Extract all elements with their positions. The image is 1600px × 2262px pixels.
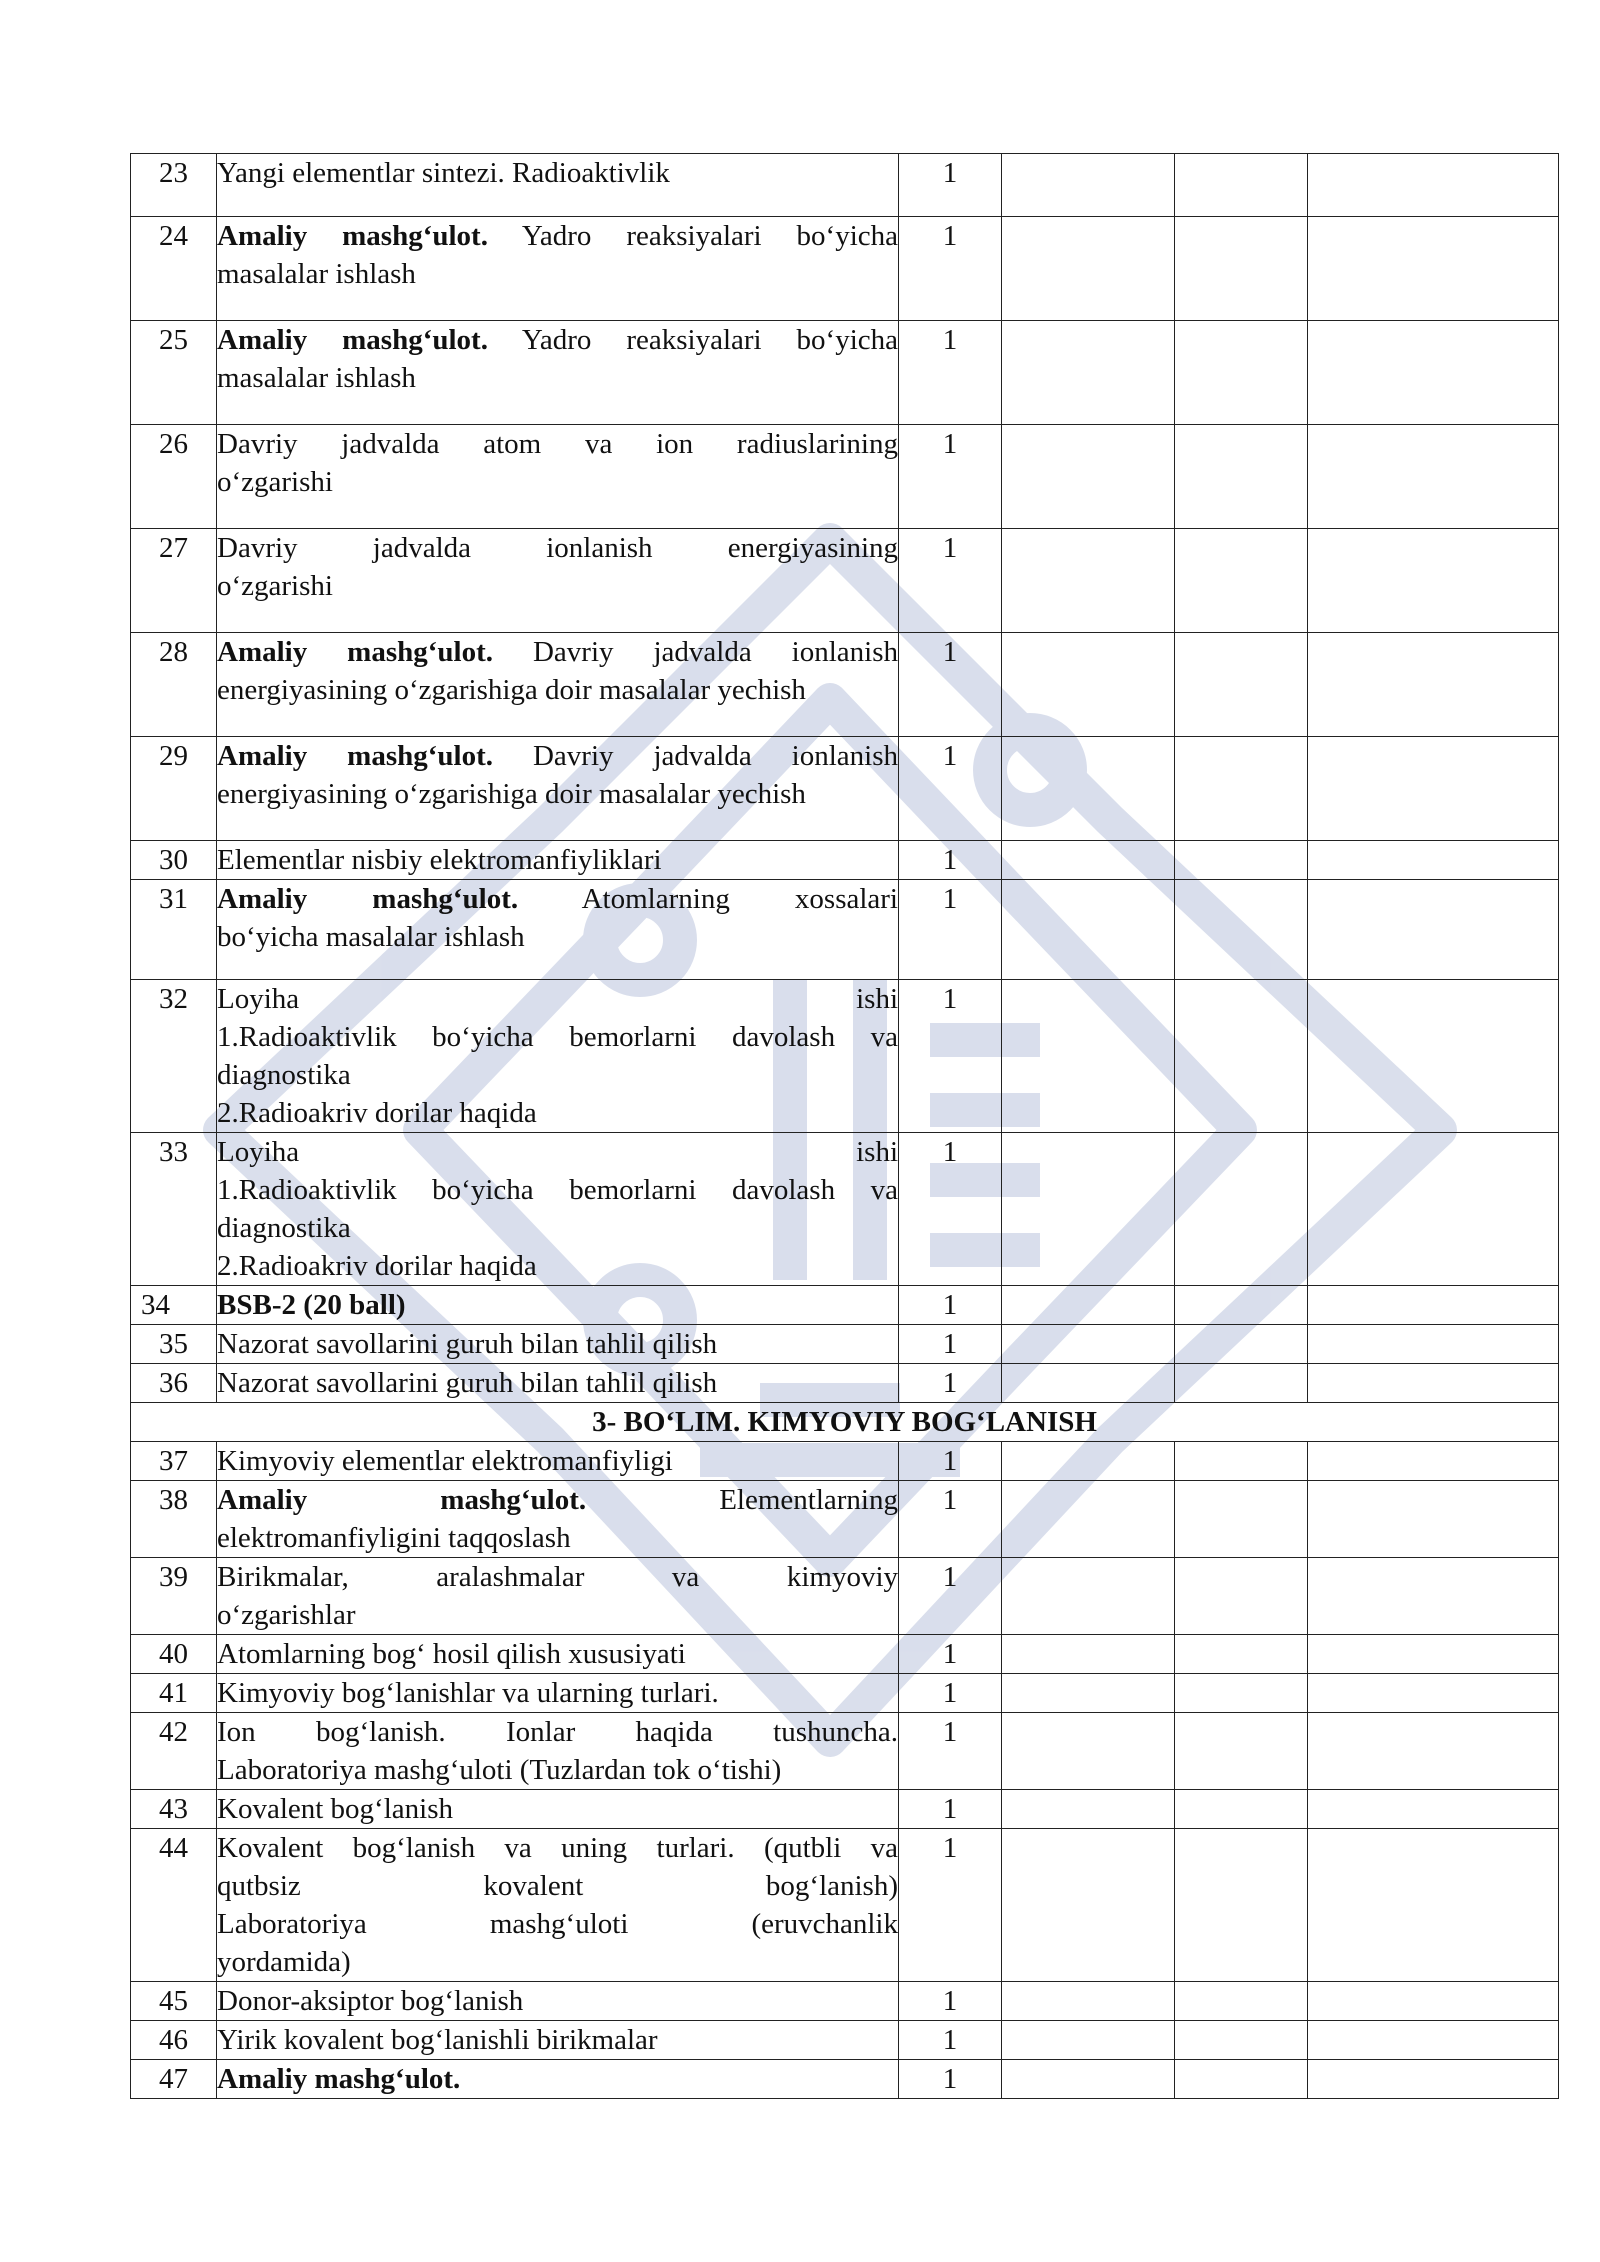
topic-line: Nazorat savollarini guruh bilan tahlil qilish	[217, 1328, 718, 1360]
empty-cell	[1002, 1133, 1175, 1286]
topic-line: Loyiha ishi	[217, 983, 898, 1015]
hours-cell: 1	[899, 1286, 1002, 1325]
hours-cell: 1	[899, 1364, 1002, 1403]
empty-cell	[1308, 2021, 1559, 2060]
topic-bold-label: BSB-2 (20 ball)	[217, 1289, 406, 1321]
topic-line: masalalar ishlash	[217, 362, 416, 394]
hours-cell: 1	[899, 154, 1002, 217]
empty-cell	[1002, 1674, 1175, 1713]
empty-cell	[1175, 737, 1308, 841]
hours-cell: 1	[899, 321, 1002, 425]
row-number: 27	[131, 529, 217, 633]
topic-line: Ion bog‘lanish. Ionlar haqida tushuncha.	[217, 1716, 898, 1748]
topic-cell	[217, 529, 899, 633]
topic-cell	[217, 217, 899, 321]
hours-cell: 1	[899, 1982, 1002, 2021]
empty-cell	[1175, 1325, 1308, 1364]
table-body	[131, 154, 1559, 2099]
empty-cell	[1002, 1635, 1175, 1674]
hours-cell: 1	[899, 737, 1002, 841]
empty-cell	[1002, 1558, 1175, 1635]
topic-line	[217, 880, 898, 918]
row-number: 46	[131, 2021, 217, 2060]
topic-line	[217, 1481, 898, 1519]
row-number: 44	[131, 1829, 217, 1982]
topic-cell	[217, 425, 899, 529]
empty-cell	[1308, 1982, 1559, 2021]
hours-cell: 1	[899, 1442, 1002, 1481]
empty-cell	[1175, 321, 1308, 425]
table-row	[131, 737, 1559, 841]
topic-line	[217, 217, 898, 255]
empty-cell	[1002, 1364, 1175, 1403]
empty-cell	[1002, 321, 1175, 425]
topic-line: Yirik kovalent bog‘lanishli birikmalar	[217, 2024, 658, 2056]
empty-cell	[1175, 217, 1308, 321]
topic-line: masalalar ishlash	[217, 258, 416, 290]
row-number: 38	[131, 1481, 217, 1558]
empty-cell	[1002, 2021, 1175, 2060]
topic-line: diagnostika	[217, 1059, 351, 1091]
topic-line: Davriy jadvalda atom va ion radiuslarining	[217, 428, 898, 460]
empty-cell	[1002, 1325, 1175, 1364]
empty-cell	[1308, 980, 1559, 1133]
table-row	[131, 1829, 1559, 1982]
table-row	[131, 1133, 1559, 1286]
section-header-row	[131, 1403, 1559, 1442]
topic-cell	[217, 880, 899, 980]
topic-cell	[217, 321, 899, 425]
row-number: 29	[131, 737, 217, 841]
empty-cell	[1002, 633, 1175, 737]
empty-cell	[1175, 633, 1308, 737]
row-number: 24	[131, 217, 217, 321]
row-number: 30	[131, 841, 217, 880]
empty-cell	[1002, 2060, 1175, 2099]
table-row	[131, 1286, 1559, 1325]
topic-bold-label: Amaliy mashg‘ulot.	[217, 636, 494, 668]
empty-cell	[1175, 980, 1308, 1133]
topic-line: Birikmalar, aralashmalar va kimyoviy	[217, 1561, 898, 1593]
topic-bold-label: Amaliy mashg‘ulot.	[217, 883, 519, 915]
hours-cell: 1	[899, 1674, 1002, 1713]
empty-cell	[1308, 1829, 1559, 1982]
topic-line: Kimyoviy elementlar elektromanfiyligi	[217, 1445, 673, 1477]
empty-cell	[1308, 1364, 1559, 1403]
topic-line: Donor-aksiptor bog‘lanish	[217, 1985, 524, 2017]
table-row	[131, 880, 1559, 980]
hours-cell: 1	[899, 1325, 1002, 1364]
topic-cell	[217, 1558, 899, 1635]
row-number: 43	[131, 1790, 217, 1829]
empty-cell	[1308, 1558, 1559, 1635]
table-row	[131, 1674, 1559, 1713]
row-number: 41	[131, 1674, 217, 1713]
table-row	[131, 1558, 1559, 1635]
hours-cell: 1	[899, 1558, 1002, 1635]
topic-line: Davriy jadvalda ionlanish energiyasining	[217, 532, 898, 564]
hours-cell: 1	[899, 2060, 1002, 2099]
table-row	[131, 217, 1559, 321]
empty-cell	[1002, 425, 1175, 529]
empty-cell	[1308, 1442, 1559, 1481]
topic-line: qutbsiz kovalent bog‘lanish)	[217, 1870, 898, 1902]
topic-line: o‘zgarishi	[217, 466, 333, 498]
topic-text: Elementlarning	[586, 1484, 898, 1516]
hours-cell: 1	[899, 217, 1002, 321]
row-number: 34	[131, 1286, 217, 1325]
empty-cell	[1175, 1713, 1308, 1790]
topic-line: Yangi elementlar sintezi. Radioaktivlik	[217, 157, 670, 189]
hours-cell: 1	[899, 1790, 1002, 1829]
topic-cell	[217, 1442, 899, 1481]
topic-cell	[217, 1790, 899, 1829]
empty-cell	[1002, 217, 1175, 321]
row-number: 39	[131, 1558, 217, 1635]
topic-line: yordamida)	[217, 1946, 351, 1978]
topic-bold-label: Amaliy mashg‘ulot.	[217, 220, 488, 252]
topic-cell	[217, 633, 899, 737]
topic-line: 2.Radioakriv dorilar haqida	[217, 1250, 537, 1282]
topic-line: 1.Radioaktivlik bo‘yicha bemorlarni davolash va	[217, 1021, 898, 1053]
topic-line: Kimyoviy bog‘lanishlar va ularning turlari.	[217, 1677, 719, 1709]
empty-cell	[1308, 529, 1559, 633]
topic-line: Laboratoriya mashg‘uloti (Tuzlardan tok o‘tishi)	[217, 1754, 782, 1786]
empty-cell	[1175, 425, 1308, 529]
empty-cell	[1175, 1635, 1308, 1674]
topic-cell	[217, 1286, 899, 1325]
empty-cell	[1308, 1481, 1559, 1558]
empty-cell	[1308, 1790, 1559, 1829]
row-number: 36	[131, 1364, 217, 1403]
empty-cell	[1175, 1481, 1308, 1558]
topic-cell	[217, 1364, 899, 1403]
row-number: 25	[131, 321, 217, 425]
table-row	[131, 841, 1559, 880]
empty-cell	[1175, 529, 1308, 633]
table-row	[131, 321, 1559, 425]
topic-line: bo‘yicha masalalar ishlash	[217, 921, 525, 953]
empty-cell	[1175, 880, 1308, 980]
empty-cell	[1002, 1442, 1175, 1481]
hours-cell: 1	[899, 1133, 1002, 1286]
empty-cell	[1308, 2060, 1559, 2099]
topic-line: Elementlar nisbiy elektromanfiyliklari	[217, 844, 662, 876]
topic-line	[217, 737, 898, 775]
topic-text: Davriy jadvalda ionlanish	[493, 636, 898, 668]
empty-cell	[1175, 2060, 1308, 2099]
topic-text: Davriy jadvalda ionlanish	[493, 740, 898, 772]
hours-cell: 1	[899, 1829, 1002, 1982]
topic-line: Loyiha ishi	[217, 1136, 898, 1168]
topic-line: Kovalent bog‘lanish va uning turlari. (qutbli va	[217, 1832, 898, 1864]
hours-cell: 1	[899, 1713, 1002, 1790]
topic-cell	[217, 1133, 899, 1286]
table-row	[131, 1713, 1559, 1790]
topic-cell	[217, 1325, 899, 1364]
row-number: 42	[131, 1713, 217, 1790]
empty-cell	[1175, 841, 1308, 880]
hours-cell: 1	[899, 980, 1002, 1133]
table-row	[131, 1635, 1559, 1674]
table-row	[131, 1364, 1559, 1403]
empty-cell	[1308, 1286, 1559, 1325]
hours-cell: 1	[899, 425, 1002, 529]
empty-cell	[1308, 841, 1559, 880]
hours-cell: 1	[899, 529, 1002, 633]
topic-line	[217, 321, 898, 359]
topic-line: energiyasining o‘zgarishiga doir masalalar yechish	[217, 674, 806, 706]
row-number: 32	[131, 980, 217, 1133]
empty-cell	[1002, 1790, 1175, 1829]
empty-cell	[1175, 1790, 1308, 1829]
empty-cell	[1308, 1713, 1559, 1790]
empty-cell	[1308, 217, 1559, 321]
row-number: 40	[131, 1635, 217, 1674]
topic-line: 2.Radioakriv dorilar haqida	[217, 1097, 537, 1129]
table-row	[131, 1442, 1559, 1481]
row-number: 47	[131, 2060, 217, 2099]
empty-cell	[1002, 841, 1175, 880]
hours-cell: 1	[899, 1635, 1002, 1674]
empty-cell	[1175, 154, 1308, 217]
topic-line: diagnostika	[217, 1212, 351, 1244]
topic-cell	[217, 841, 899, 880]
empty-cell	[1175, 1982, 1308, 2021]
topic-line	[217, 633, 898, 671]
table-row	[131, 1790, 1559, 1829]
table-row	[131, 633, 1559, 737]
topic-cell	[217, 1982, 899, 2021]
topic-cell	[217, 154, 899, 217]
row-number: 35	[131, 1325, 217, 1364]
topic-cell	[217, 1481, 899, 1558]
topic-line: o‘zgarishlar	[217, 1599, 356, 1631]
empty-cell	[1002, 154, 1175, 217]
topic-bold-label: Amaliy mashg‘ulot.	[217, 2063, 461, 2095]
empty-cell	[1175, 2021, 1308, 2060]
table-row	[131, 2021, 1559, 2060]
table-row	[131, 1325, 1559, 1364]
empty-cell	[1002, 880, 1175, 980]
topic-line: elektromanfiyligini taqqoslash	[217, 1522, 571, 1554]
empty-cell	[1002, 1829, 1175, 1982]
hours-cell: 1	[899, 2021, 1002, 2060]
row-number: 26	[131, 425, 217, 529]
empty-cell	[1308, 633, 1559, 737]
empty-cell	[1175, 1364, 1308, 1403]
table-row	[131, 980, 1559, 1133]
row-number: 45	[131, 1982, 217, 2021]
empty-cell	[1002, 529, 1175, 633]
topic-line: Atomlarning bog‘ hosil qilish xususiyati	[217, 1638, 686, 1670]
empty-cell	[1002, 737, 1175, 841]
topic-cell	[217, 1829, 899, 1982]
topic-bold-label: Amaliy mashg‘ulot.	[217, 1484, 587, 1516]
table-row	[131, 529, 1559, 633]
topic-cell	[217, 1674, 899, 1713]
empty-cell	[1308, 425, 1559, 529]
row-number: 37	[131, 1442, 217, 1481]
empty-cell	[1175, 1558, 1308, 1635]
hours-cell: 1	[899, 633, 1002, 737]
topic-cell	[217, 1713, 899, 1790]
curriculum-table	[130, 153, 1559, 2099]
empty-cell	[1175, 1674, 1308, 1713]
topic-bold-label: Amaliy mashg‘ulot.	[217, 324, 488, 356]
hours-cell: 1	[899, 1481, 1002, 1558]
topic-cell	[217, 1635, 899, 1674]
empty-cell	[1308, 737, 1559, 841]
topic-line: o‘zgarishi	[217, 570, 333, 602]
section-title: 3- BO‘LIM. KIMYOVIY BOG‘LANISH	[131, 1403, 1559, 1442]
row-number: 28	[131, 633, 217, 737]
table-row	[131, 2060, 1559, 2099]
empty-cell	[1175, 1286, 1308, 1325]
empty-cell	[1175, 1133, 1308, 1286]
topic-cell	[217, 980, 899, 1133]
topic-cell	[217, 2021, 899, 2060]
table-row	[131, 1481, 1559, 1558]
empty-cell	[1175, 1442, 1308, 1481]
table-row	[131, 1982, 1559, 2021]
hours-cell: 1	[899, 880, 1002, 980]
topic-line: Kovalent bog‘lanish	[217, 1793, 453, 1825]
empty-cell	[1002, 1713, 1175, 1790]
topic-cell	[217, 737, 899, 841]
empty-cell	[1308, 880, 1559, 980]
topic-text: Yadro reaksiyalari bo‘yicha	[487, 220, 898, 252]
empty-cell	[1308, 1635, 1559, 1674]
row-number: 31	[131, 880, 217, 980]
topic-line: Laboratoriya mashg‘uloti (eruvchanlik	[217, 1908, 898, 1940]
topic-text: Yadro reaksiyalari bo‘yicha	[487, 324, 898, 356]
empty-cell	[1308, 1674, 1559, 1713]
empty-cell	[1002, 1982, 1175, 2021]
row-number: 23	[131, 154, 217, 217]
row-number: 33	[131, 1133, 217, 1286]
topic-text: Atomlarning xossalari	[518, 883, 898, 915]
empty-cell	[1002, 1286, 1175, 1325]
empty-cell	[1308, 1325, 1559, 1364]
empty-cell	[1308, 154, 1559, 217]
topic-line: 1.Radioaktivlik bo‘yicha bemorlarni davolash va	[217, 1174, 898, 1206]
empty-cell	[1002, 980, 1175, 1133]
empty-cell	[1308, 1133, 1559, 1286]
hours-cell: 1	[899, 841, 1002, 880]
empty-cell	[1175, 1829, 1308, 1982]
topic-bold-label: Amaliy mashg‘ulot.	[217, 740, 494, 772]
empty-cell	[1002, 1481, 1175, 1558]
topic-cell	[217, 2060, 899, 2099]
topic-line: Nazorat savollarini guruh bilan tahlil qilish	[217, 1367, 718, 1399]
table-row	[131, 154, 1559, 217]
empty-cell	[1308, 321, 1559, 425]
table-row	[131, 425, 1559, 529]
topic-line: energiyasining o‘zgarishiga doir masalalar yechish	[217, 778, 806, 810]
